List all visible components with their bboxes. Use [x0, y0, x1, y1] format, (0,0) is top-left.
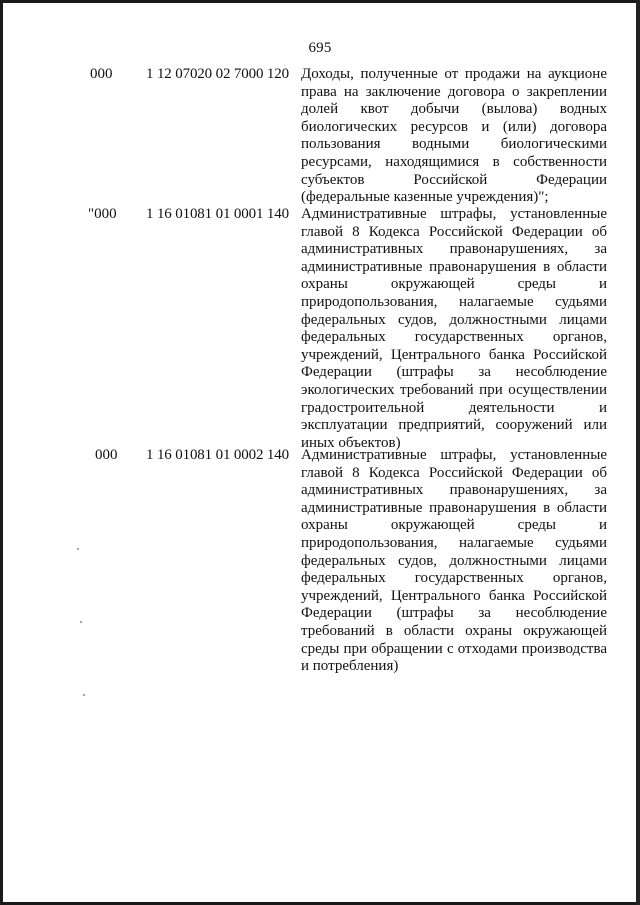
entry-description: [301, 66, 607, 207]
description-line: иных объектов): [301, 434, 401, 451]
description-line: и потребления): [301, 658, 399, 675]
scan-speck: [80, 621, 82, 623]
description-line: биологических ресурсов и (или) договора: [301, 118, 607, 135]
description-line: долей квот добычи (вылова) водных: [301, 101, 607, 118]
scan-speck: [83, 694, 85, 696]
description-line: учреждений, Центрального банка Российской: [301, 587, 607, 604]
description-line: права на заключение договора о закреплении: [301, 83, 607, 100]
description-line: ресурсами, находящимися в собственности: [301, 153, 607, 170]
description-line: субъектов Российской Федерации: [301, 171, 607, 188]
entry-description: [301, 206, 607, 452]
description-line: природопользования, налагаемые судьями: [301, 534, 607, 551]
description-line: требований в области охраны окружающей: [301, 622, 607, 639]
description-line: природопользования, налагаемые судьями: [301, 293, 607, 310]
description-line: Административные штрафы, установленные: [301, 206, 607, 222]
administrator-code: 000: [95, 447, 118, 463]
description-line: главой 8 Кодекса Российской Федерации об: [301, 223, 607, 240]
description-line: пользования водными биологическими: [301, 136, 607, 153]
budget-classification-code: 1 12 07020 02 7000 120: [146, 66, 289, 82]
administrator-code: "000: [88, 206, 117, 222]
description-line: Федерации (штрафы за несоблюдение: [301, 364, 607, 381]
description-line: федеральных судов, должностными лицами: [301, 552, 607, 569]
description-line: административные правонарушения в области: [301, 258, 607, 275]
description-line: федеральных судов, должностными лицами: [301, 311, 607, 328]
description-line: административные правонарушения в области: [301, 499, 607, 516]
description-line: административных правонарушениях, за: [301, 482, 607, 499]
description-line: градостроительной деятельности и: [301, 399, 607, 416]
description-line: среды при обращении с отходами производства: [301, 640, 607, 657]
description-line: административных правонарушениях, за: [301, 241, 607, 258]
description-line: (федеральные казенные учреждения)";: [301, 189, 549, 206]
description-line: охраны окружающей среды и: [301, 276, 607, 293]
description-line: Федерации (штрафы за несоблюдение: [301, 605, 607, 622]
description-line: эксплуатации предприятий, сооружений или: [301, 417, 607, 434]
description-line: федеральных государственных органов,: [301, 570, 607, 587]
budget-classification-code: 1 16 01081 01 0001 140: [146, 206, 289, 222]
scan-border: [636, 0, 640, 905]
description-line: Доходы, полученные от продажи на аукционе: [301, 66, 607, 82]
description-line: федеральных государственных органов,: [301, 329, 607, 346]
description-line: Административные штрафы, установленные: [301, 447, 607, 463]
administrator-code: 000: [90, 66, 113, 82]
description-line: учреждений, Центрального банка Российской: [301, 346, 607, 363]
page-number: 695: [308, 40, 332, 56]
entry-description: [301, 447, 607, 676]
description-line: главой 8 Кодекса Российской Федерации об: [301, 464, 607, 481]
description-line: охраны окружающей среды и: [301, 517, 607, 534]
scan-speck: [77, 548, 79, 550]
description-line: экологических требований при осуществлении: [301, 381, 607, 398]
budget-classification-code: 1 16 01081 01 0002 140: [146, 447, 289, 463]
